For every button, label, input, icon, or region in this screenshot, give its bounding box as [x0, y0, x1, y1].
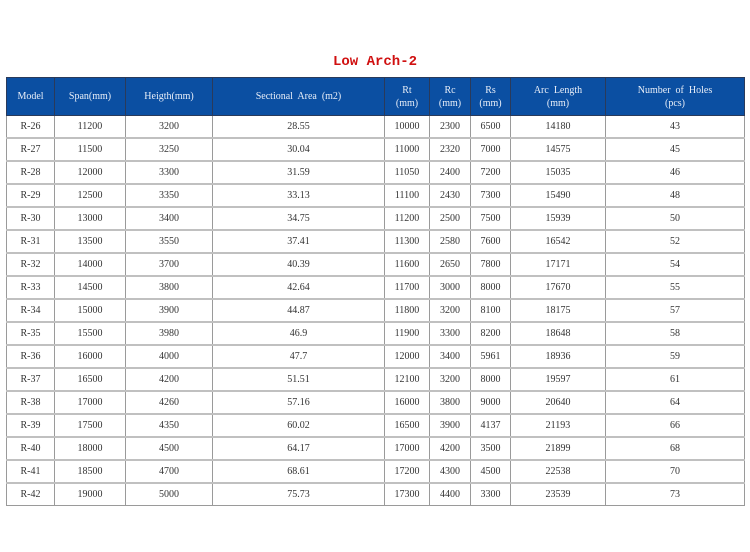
cell-rs: 7200 [471, 161, 511, 184]
cell-rc: 4300 [430, 460, 471, 483]
header-rt: Rt (mm) [385, 78, 430, 116]
cell-arc-length: 21193 [511, 414, 606, 437]
cell-rs: 3300 [471, 483, 511, 506]
cell-sectional-area: 42.64 [213, 276, 385, 299]
cell-model: R-36 [7, 345, 55, 368]
cell-arc-length: 18648 [511, 322, 606, 345]
cell-arc-length: 17171 [511, 253, 606, 276]
cell-sectional-area: 28.55 [213, 116, 385, 139]
cell-arc-length: 16542 [511, 230, 606, 253]
cell-number-of-holes: 66 [606, 414, 745, 437]
cell-height: 5000 [126, 483, 213, 506]
cell-rt: 11900 [385, 322, 430, 345]
cell-number-of-holes: 57 [606, 299, 745, 322]
cell-rs: 7600 [471, 230, 511, 253]
cell-rt: 11800 [385, 299, 430, 322]
cell-span: 15000 [55, 299, 126, 322]
cell-rc: 3000 [430, 276, 471, 299]
header-number-of-holes: Number of Holes (pcs) [606, 78, 745, 116]
cell-height: 3400 [126, 207, 213, 230]
cell-rt: 11200 [385, 207, 430, 230]
cell-rc: 2320 [430, 138, 471, 161]
cell-span: 13000 [55, 207, 126, 230]
cell-rc: 2500 [430, 207, 471, 230]
cell-rs: 6500 [471, 116, 511, 139]
cell-rs: 8000 [471, 276, 511, 299]
cell-arc-length: 22538 [511, 460, 606, 483]
cell-sectional-area: 47.7 [213, 345, 385, 368]
table-row [7, 116, 745, 139]
header-sectional-area: Sectional Area (m2) [213, 78, 385, 116]
table-row [7, 230, 745, 253]
cell-height: 3980 [126, 322, 213, 345]
cell-arc-length: 21899 [511, 437, 606, 460]
table-row [7, 345, 745, 368]
cell-sectional-area: 64.17 [213, 437, 385, 460]
cell-span: 12500 [55, 184, 126, 207]
cell-height: 4500 [126, 437, 213, 460]
cell-rc: 4200 [430, 437, 471, 460]
cell-rs: 7800 [471, 253, 511, 276]
cell-height: 4000 [126, 345, 213, 368]
cell-model: R-35 [7, 322, 55, 345]
cell-number-of-holes: 70 [606, 460, 745, 483]
cell-span: 11500 [55, 138, 126, 161]
table-row [7, 368, 745, 391]
cell-span: 16000 [55, 345, 126, 368]
cell-number-of-holes: 50 [606, 207, 745, 230]
cell-model: R-33 [7, 276, 55, 299]
cell-sectional-area: 31.59 [213, 161, 385, 184]
cell-number-of-holes: 55 [606, 276, 745, 299]
cell-rc: 4400 [430, 483, 471, 506]
cell-arc-length: 17670 [511, 276, 606, 299]
cell-rc: 2650 [430, 253, 471, 276]
cell-number-of-holes: 45 [606, 138, 745, 161]
cell-height: 4260 [126, 391, 213, 414]
cell-height: 4350 [126, 414, 213, 437]
table-row [7, 207, 745, 230]
cell-model: R-42 [7, 483, 55, 506]
cell-rt: 16500 [385, 414, 430, 437]
table-row [7, 138, 745, 161]
cell-span: 17000 [55, 391, 126, 414]
table-row [7, 299, 745, 322]
table-row [7, 161, 745, 184]
cell-rs: 7000 [471, 138, 511, 161]
cell-height: 4200 [126, 368, 213, 391]
cell-span: 17500 [55, 414, 126, 437]
cell-height: 4700 [126, 460, 213, 483]
cell-rt: 12100 [385, 368, 430, 391]
cell-model: R-26 [7, 116, 55, 139]
cell-span: 18500 [55, 460, 126, 483]
cell-rt: 10000 [385, 116, 430, 139]
table-row [7, 322, 745, 345]
cell-model: R-38 [7, 391, 55, 414]
cell-rt: 17000 [385, 437, 430, 460]
cell-rt: 12000 [385, 345, 430, 368]
cell-rc: 3400 [430, 345, 471, 368]
table-title: Low Arch-2 [332, 54, 417, 70]
cell-number-of-holes: 64 [606, 391, 745, 414]
cell-rc: 2430 [430, 184, 471, 207]
cell-rs: 8200 [471, 322, 511, 345]
cell-sectional-area: 68.61 [213, 460, 385, 483]
cell-sectional-area: 40.39 [213, 253, 385, 276]
cell-rc: 3900 [430, 414, 471, 437]
table-row [7, 460, 745, 483]
cell-rc: 3200 [430, 368, 471, 391]
cell-span: 16500 [55, 368, 126, 391]
cell-number-of-holes: 61 [606, 368, 745, 391]
cell-rt: 17200 [385, 460, 430, 483]
cell-model: R-41 [7, 460, 55, 483]
header-height: Heigth(mm) [126, 78, 213, 116]
cell-rs: 3500 [471, 437, 511, 460]
cell-arc-length: 15035 [511, 161, 606, 184]
cell-span: 12000 [55, 161, 126, 184]
cell-number-of-holes: 58 [606, 322, 745, 345]
cell-arc-length: 15939 [511, 207, 606, 230]
cell-sectional-area: 44.87 [213, 299, 385, 322]
cell-sectional-area: 46.9 [213, 322, 385, 345]
cell-arc-length: 18936 [511, 345, 606, 368]
cell-span: 14500 [55, 276, 126, 299]
cell-number-of-holes: 46 [606, 161, 745, 184]
cell-span: 19000 [55, 483, 126, 506]
cell-rc: 3800 [430, 391, 471, 414]
table-row [7, 483, 745, 506]
cell-rs: 9000 [471, 391, 511, 414]
cell-number-of-holes: 73 [606, 483, 745, 506]
cell-rs: 8000 [471, 368, 511, 391]
cell-height: 3900 [126, 299, 213, 322]
table-row [7, 414, 745, 437]
cell-sectional-area: 30.04 [213, 138, 385, 161]
cell-sectional-area: 60.02 [213, 414, 385, 437]
cell-rt: 11050 [385, 161, 430, 184]
cell-model: R-40 [7, 437, 55, 460]
cell-arc-length: 14575 [511, 138, 606, 161]
cell-sectional-area: 33.13 [213, 184, 385, 207]
header-rs: Rs (mm) [471, 78, 511, 116]
table-row [7, 184, 745, 207]
cell-rt: 11700 [385, 276, 430, 299]
cell-model: R-28 [7, 161, 55, 184]
cell-sectional-area: 51.51 [213, 368, 385, 391]
cell-model: R-29 [7, 184, 55, 207]
table-row [7, 253, 745, 276]
cell-height: 3300 [126, 161, 213, 184]
table-header-row [7, 78, 745, 116]
cell-span: 15500 [55, 322, 126, 345]
cell-span: 14000 [55, 253, 126, 276]
cell-number-of-holes: 68 [606, 437, 745, 460]
cell-sectional-area: 57.16 [213, 391, 385, 414]
cell-rs: 7300 [471, 184, 511, 207]
cell-arc-length: 20640 [511, 391, 606, 414]
cell-model: R-32 [7, 253, 55, 276]
cell-rs: 7500 [471, 207, 511, 230]
cell-rt: 17300 [385, 483, 430, 506]
cell-height: 3800 [126, 276, 213, 299]
table-row [7, 391, 745, 414]
cell-arc-length: 14180 [511, 116, 606, 139]
cell-model: R-27 [7, 138, 55, 161]
cell-arc-length: 15490 [511, 184, 606, 207]
cell-rc: 3300 [430, 322, 471, 345]
cell-rs: 8100 [471, 299, 511, 322]
cell-rs: 4500 [471, 460, 511, 483]
cell-height: 3550 [126, 230, 213, 253]
cell-rc: 2580 [430, 230, 471, 253]
cell-span: 18000 [55, 437, 126, 460]
cell-height: 3700 [126, 253, 213, 276]
cell-sectional-area: 37.41 [213, 230, 385, 253]
cell-model: R-39 [7, 414, 55, 437]
cell-sectional-area: 34.75 [213, 207, 385, 230]
cell-height: 3350 [126, 184, 213, 207]
cell-sectional-area: 75.73 [213, 483, 385, 506]
cell-rc: 2400 [430, 161, 471, 184]
header-span: Span(mm) [55, 78, 126, 116]
cell-number-of-holes: 54 [606, 253, 745, 276]
header-arc-length: Arc Length (mm) [511, 78, 606, 116]
cell-rt: 16000 [385, 391, 430, 414]
cell-model: R-37 [7, 368, 55, 391]
cell-number-of-holes: 48 [606, 184, 745, 207]
cell-rt: 11000 [385, 138, 430, 161]
cell-number-of-holes: 43 [606, 116, 745, 139]
cell-rt: 11100 [385, 184, 430, 207]
cell-arc-length: 23539 [511, 483, 606, 506]
low-arch-table [6, 77, 745, 506]
cell-model: R-30 [7, 207, 55, 230]
cell-height: 3250 [126, 138, 213, 161]
cell-arc-length: 18175 [511, 299, 606, 322]
cell-rs: 4137 [471, 414, 511, 437]
cell-rc: 3200 [430, 299, 471, 322]
header-model: Model [7, 78, 55, 116]
cell-span: 13500 [55, 230, 126, 253]
cell-span: 11200 [55, 116, 126, 139]
table-row [7, 437, 745, 460]
cell-arc-length: 19597 [511, 368, 606, 391]
cell-rc: 2300 [430, 116, 471, 139]
cell-model: R-31 [7, 230, 55, 253]
cell-number-of-holes: 59 [606, 345, 745, 368]
header-rc: Rc (mm) [430, 78, 471, 116]
cell-rs: 5961 [471, 345, 511, 368]
cell-number-of-holes: 52 [606, 230, 745, 253]
cell-rt: 11600 [385, 253, 430, 276]
cell-rt: 11300 [385, 230, 430, 253]
cell-model: R-34 [7, 299, 55, 322]
cell-height: 3200 [126, 116, 213, 139]
table-row [7, 276, 745, 299]
